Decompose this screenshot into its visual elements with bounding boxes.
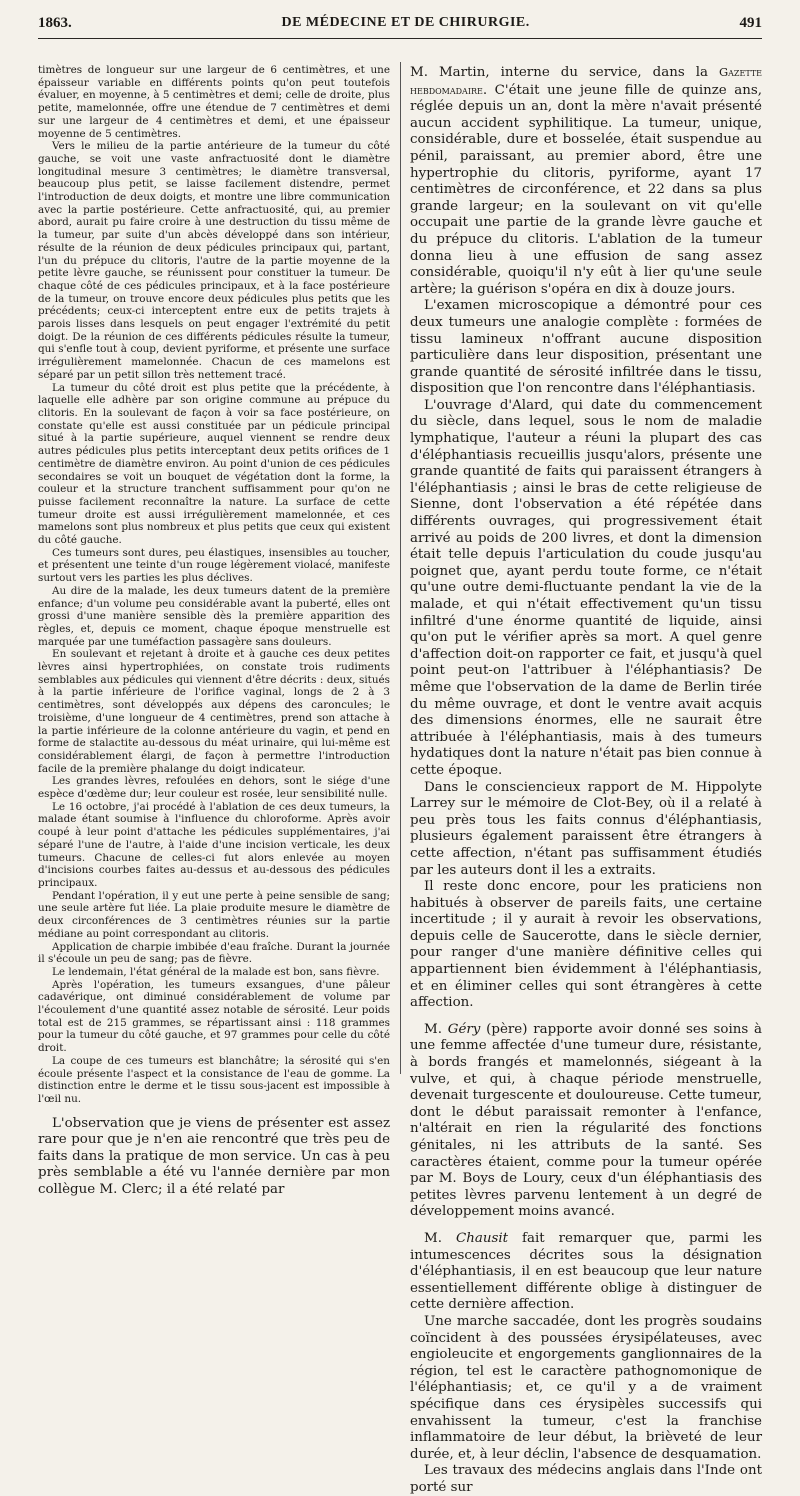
paragraph: L'examen microscopique a démontré pour ces deux tumeurs une analogie complète : formées de tissu lamineux n'offrant aucune disposition particulière dans leur disposition, présentant une grande quantité de sérosité infiltrée dans le tissu, disposition que l'on rencontre dans l'éléphantiasis. — [410, 298, 762, 397]
speaker-name: Géry — [447, 1021, 481, 1037]
paragraph: Ces tumeurs sont dures, peu élastiques, insensibles au toucher, et présentent une teinte d'un rouge légèrement violacé, manifeste surtout vers les parties les plus déclives. — [38, 546, 390, 585]
paragraph: Au dire de la malade, les deux tumeurs datent de la première enfance; d'un volume peu considérable avant la puberté, elles ont grossi d'une manière sensible dès la première apparition des règles, et, depuis ce moment, chaque époque menstruelle est marquée par une tuméfaction passagère sans douleurs. — [38, 584, 390, 648]
paragraph: Vers le milieu de la partie antérieure de la tumeur du côté gauche, se voit une vaste anfractuosité dont le diamètre longitudinal mesure 3 centimètres; le diamètre transversal, beaucoup plus petit, se laisse facilement distendre, permet l'introduction de deux doigts, et montre une libre communication avec la partie postérieure. Cette anfractuosité, qui, au premier abord, aurait pu faire croire à une destruction du tissu même de la tumeur, par suite d'un abcès développé dans son intérieur, résulte de la réunion de deux pédicules principaux qui, partant, l'un du prépuce du clitoris, l'autre de la partie moyenne de la petite lèvre gauche, se réunissent pour constituer la tumeur. De chaque côté de ces pédicules principaux, et à la face postérieure de la tumeur, on trouve encore deux pédicules plus petits que les précédents; ceux-ci interceptent entre eux de petits trajets à parois lisses dans lesquels on peut engager l'extrémité du petit doigt. De la réunion de ces différents pédicules résulte la tumeur, qui s'enfle tout à coup, devient pyriforme, et présente une surface irrégulièrement mamelonnée. Chacun de ces mamelons est séparé par un petit sillon très nettement tracé. — [38, 140, 390, 381]
paragraph: En soulevant et rejetant à droite et à gauche ces deux petites lèvres ainsi hypertrophiées, on constate trois rudiments semblables aux pédicules qui viennent d'être décrits : deux, situés à la partie inférieure de l'orifice vaginal, longs de 2 à 3 centimètres, sont développés aux dépens des caroncules; le troisième, d'une longueur de 4 centimètres, prend son attache à la partie inférieure de la colonne antérieure du vagin, et pend en forme de stalactite au-dessous du méat urinaire, qui lui-même est considérablement élargi, de façon à permettre l'introduction facile de la première phalange du doigt indicateur. — [38, 648, 390, 775]
speaker-name: Chausit — [455, 1230, 508, 1246]
running-header — [38, 8, 762, 39]
paragraph: Après l'opération, les tumeurs exsangues, d'une pâleur cadavérique, ont diminué considérablement de volume par l'écoulement d'une quantité assez notable de sérosité. Leur poids total est de 215 grammes, se répartissant ainsi : 118 grammes pour la tumeur du côté gauche, et 97 grammes pour celle du côté droit. — [38, 978, 390, 1055]
paragraph: Une marche saccadée, dont les progrès soudains coïncident à des poussées érysipélateuses, avec engioleucite et engorgements ganglionnaires de la région, tel est le caractère pathognomonique de l'éléphantiasis; et, ce qu'il y a de vraiment spécifique dans ces érysipèles successifs qui envahissent la tumeur, c'est la franchise inflammatoire de leur début, la brièveté de leur durée, et, à leur déclin, l'absence de desquamation. — [410, 1313, 762, 1462]
paragraph: Dans le consciencieux rapport de M. Hippolyte Larrey sur le mémoire de Clot-Bey, où il a relaté à peu près tous les faits connus d'éléphantiasis, plusieurs également paraissent être étrangers à cette affection, n'étant pas suffisamment étudiés par les auteurs dont il les a extraits. — [410, 779, 762, 878]
header-title: DE MÉDECINE ET DE CHIRURGIE. — [281, 15, 530, 30]
discussion-large-print — [38, 1116, 390, 1199]
paragraph: La coupe de ces tumeurs est blanchâtre; la sérosité qui s'en écoule présente l'aspect et la consistance de l'eau de gomme. La distinction entre le derme et le tissu sous-jacent est impossible à l'œil nu. — [38, 1054, 390, 1105]
case-report-small-print — [38, 64, 390, 1106]
paragraph: Il reste donc encore, pour les praticiens non habitués à observer de pareils faits, une certaine incertitude ; il y aurait à revoir les observations, depuis celle de Saucerotte, dans le siècle dernier, pour ranger d'une manière définitive celles qui appartiennent bien évidemment à l'éléphantiasis, et en éliminer celles qui sont étrangères à cette affection. — [410, 879, 762, 1011]
paragraph: Les grandes lèvres, refoulées en dehors, sont le siége d'une espèce d'œdème dur; leur couleur est rosée, leur sensibilité nulle. — [38, 775, 390, 801]
column-divider — [400, 62, 401, 1074]
paragraph: L'ouvrage d'Alard, qui date du commencement du siècle, dans lequel, sous le nom de maladie lymphatique, l'auteur a réuni la plupart des cas d'éléphantiasis recueillis jusqu'alors, présente une grande quantité de faits qui paraissent étrangers à l'éléphantiasis ; ainsi le bras de cette religieuse de Sienne, dont l'observation a été répétée dans différents ouvrages, qui progressivement était arrivé au poids de 200 livres, et dont la dimension était telle depuis l'articulation du coude jusqu'au poignet que, ayant perdu toute forme, ce n'était qu'une outre demi-fluctuante pendant la vie de la malade, et qui n'était effectivement qu'un tissu infiltré d'une énorme quantité de liquide, ainsi qu'on put le vérifier après sa mort. A quel genre d'affection doit-on rapporter ce fait, et jusqu'à quel point peut-on l'attribuer à l'éléphantiasis? De même que l'observation de la dame de Berlin tirée du même ouvrage, et dont le ventre avait acquis des dimensions énormes, elle ne saurait être attribuée à l'éléphantiasis, mais à des tumeurs hydatiques dont la nature n'était pas bien connue à cette époque. — [410, 397, 762, 778]
right-column — [410, 64, 763, 1495]
paragraph: Application de charpie imbibée d'eau fraîche. Durant la journée il s'écoule un peu de sang; pas de fièvre. — [38, 940, 390, 966]
page-number: 491 — [739, 14, 762, 31]
paragraph-chausit: M. Chausit fait remarquer que, parmi les intumescences décrites sous la désignation d'éléphantiasis, il en est beaucoup que leur nature essentiellement différente oblige à distinguer de cette dernière affection. — [410, 1230, 762, 1313]
paragraph-gery: M. Géry (père) rapporte avoir donné ses soins à une femme affectée d'une tumeur dure, résistante, à bords frangés et mamelonnés, siégeant à la vulve, et qui, à chaque période menstruelle, devenait turgescente et douloureuse. Cette tumeur, dont le début paraissait remonter à l'enfance, n'altérait en rien la régularité des fonctions génitales, ni les attributs de la santé. Ses caractères étaient, comme pour la tumeur opérée par M. Boys de Loury, ceux d'un éléphantiasis des petites lèvres parvenu lentement à un degré de développement moins avancé. — [410, 1021, 763, 1220]
paragraph: Le 16 octobre, j'ai procédé à l'ablation de ces deux tumeurs, la malade étant soumise à l'influence du chloroforme. Après avoir coupé à leur point d'attache les pédicules supplémentaires, j'ai séparé l'une de l'autre, à l'aide d'une incision verticale, les deux tumeurs. Chacune de celles-ci fut alors enlevée au moyen d'incisions courbes faites au-dessus et au-dessous des pédicules principaux. — [38, 800, 390, 889]
paragraph: Pendant l'opération, il y eut une perte à peine sensible de sang; une seule artère fut liée. La plaie produite mesure le diamètre de deux circonférences de 3 centimètres réunies sur la partie médiane au point correspondant au clitoris. — [38, 889, 390, 940]
left-column — [38, 64, 390, 1198]
discussion-continued — [410, 64, 762, 1496]
journal-name: Gazette hebdomadaire — [410, 65, 762, 97]
paragraph: M. Martin, interne du service, dans la Gazette hebdomadaire. C'était une jeune fille de quinze ans, réglée depuis un an, dont la mère n'avait présenté aucun accident syphilitique. La tumeur, unique, considérable, dure et bosselée, était suspendue au pénil, paraissant, au premier abord, être une hypertrophie du clitoris, pyriforme, ayant 17 centimètres de circonférence, et 22 dans sa plus grande largeur; en la soulevant on vit qu'elle occupait une partie de la grande lèvre gauche et du prépuce du clitoris. L'ablation de la tumeur donna lieu à une effusion de sang assez considérable, quoiqu'il n'y eût à lier qu'une seule artère; la guérison s'opéra en dix à douze jours. — [410, 65, 762, 297]
paragraph: Les travaux des médecins anglais dans l'Inde ont porté sur — [410, 1463, 762, 1495]
paragraph: Le lendemain, l'état général de la malade est bon, sans fièvre. — [52, 965, 380, 978]
paragraph: timètres de longueur sur une largeur de 6 centimètres, et une épaisseur variable en différents points qu'on peut toutefois évaluer, en moyenne, à 5 centimètres et demi; celle de droite, plus petite, mamelonnée, offre une étendue de 7 centimètres et demi sur une largeur de 4 centimètres et demi, et une épaisseur moyenne de 5 centimètres. — [38, 64, 390, 140]
paragraph: La tumeur du côté droit est plus petite que la précédente, à laquelle elle adhère par son origine commune au prépuce du clitoris. En la soulevant de façon à voir sa face postérieure, on constate qu'elle est aussi constituée par un pédicule principal situé à la partie supérieure, auquel viennent se rendre deux autres pédicules plus petits interceptant deux petits orifices de 1 centimètre de diamètre environ. Au point d'union de ces pédicules secondaires se voit un bouquet de végétation dont la forme, la couleur et la structure tranchent suffisamment pour qu'on ne puisse facilement reconnaître la nature. La surface de cette tumeur droite est aussi irrégulièrement mamelonnée, et ces mamelons sont plus nombreux et plus petits que ceux qui existent du côté gauche. — [38, 381, 390, 547]
paragraph: L'observation que je viens de présenter est assez rare pour que je n'en aie rencontré que très peu de faits dans la pratique de mon service. Un cas à peu près semblable a été vu l'année dernière par mon collègue M. Clerc; il a été relaté par — [38, 1115, 390, 1198]
header-year: 1863. — [38, 14, 72, 31]
